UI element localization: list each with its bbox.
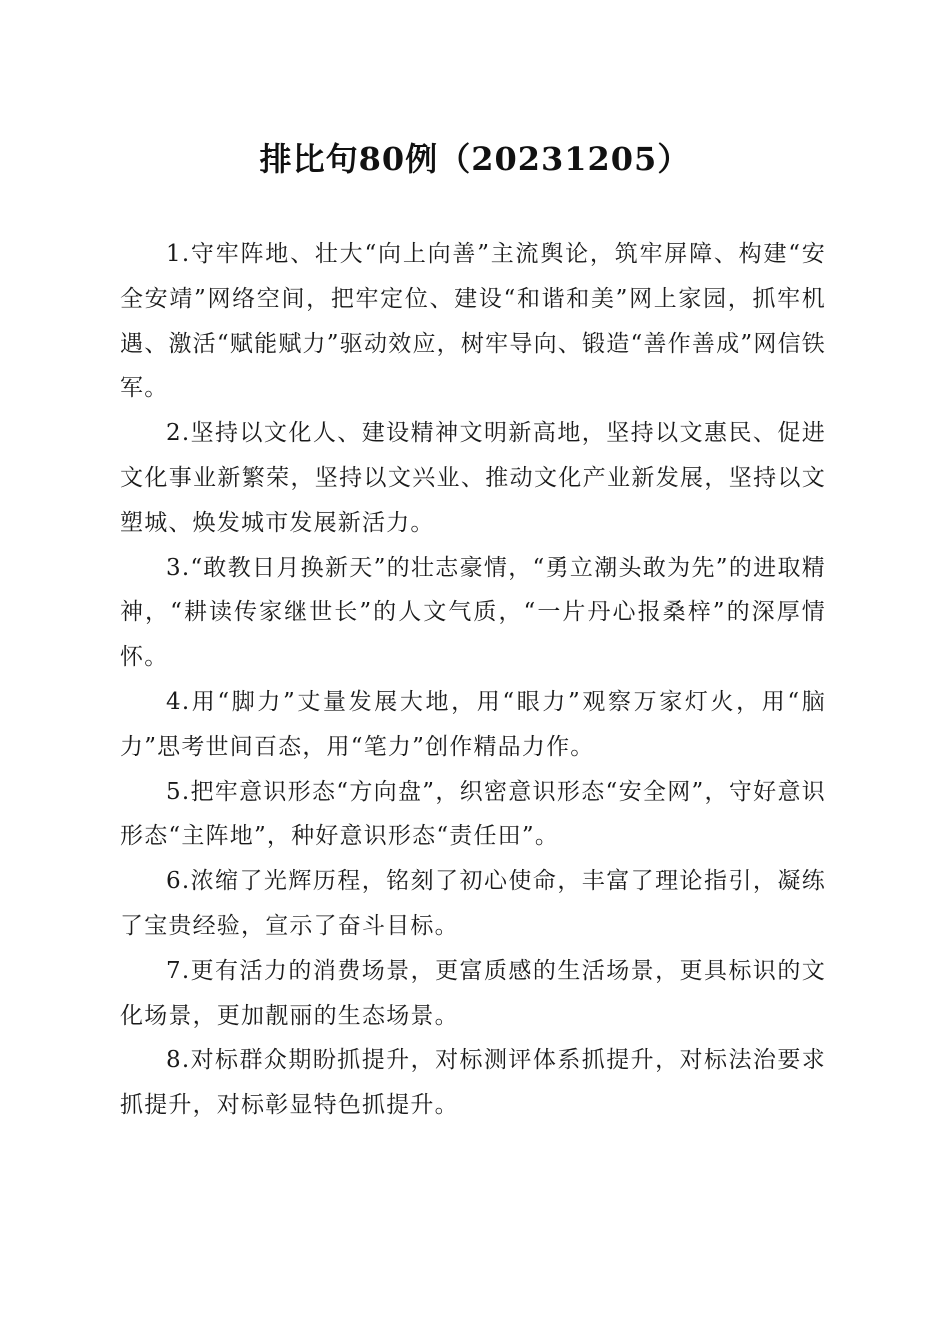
paragraph-2: 2.坚持以文化人、建设精神文明新高地，坚持以文惠民、促进文化事业新繁荣，坚持以文兴业、推动文化产业新发展，坚持以文塑城、焕发城市发展新活力。 (120, 420, 826, 536)
paragraph-7: 7.更有活力的消费场景，更富质感的生活场景，更具标识的文化场景，更加靓丽的生态场景。 (120, 957, 826, 1029)
document-body (120, 232, 826, 1128)
paragraph-6: 6.浓缩了光辉历程，铭刻了初心使命，丰富了理论指引，凝练了宝贵经验，宣示了奋斗目标。 (120, 868, 826, 939)
paragraph-3: 3.“敢教日月换新天”的壮志豪情，“勇立潮头敢为先”的进取精神，“耕读传家继世长”的人文气质，“一片丹心报桑梓”的深厚情怀。 (120, 554, 826, 671)
paragraph-5: 5.把牢意识形态“方向盘”，织密意识形态“安全网”，守好意识形态“主阵地”，种好意识形态“责任田”。 (120, 778, 826, 850)
paragraph-4: 4.用“脚力”丈量发展大地，用“眼力”观察万家灯火，用“脑力”思考世间百态，用“笔力”创作精品力作。 (120, 688, 826, 760)
document-title: 排比句80例（20231205） (259, 140, 691, 178)
paragraph-1: 1.守牢阵地、壮大“向上向善”主流舆论，筑牢屏障、构建“安全安靖”网络空间，把牢定位、建设“和谐和美”网上家园，抓牢机遇、激活“赋能赋力”驱动效应，树牢导向、锻造“善作善成”网信铁军。 (120, 241, 826, 402)
paragraph-8: 8.对标群众期盼抓提升，对标测评体系抓提升，对标法治要求抓提升，对标彰显特色抓提升。 (120, 1047, 826, 1119)
